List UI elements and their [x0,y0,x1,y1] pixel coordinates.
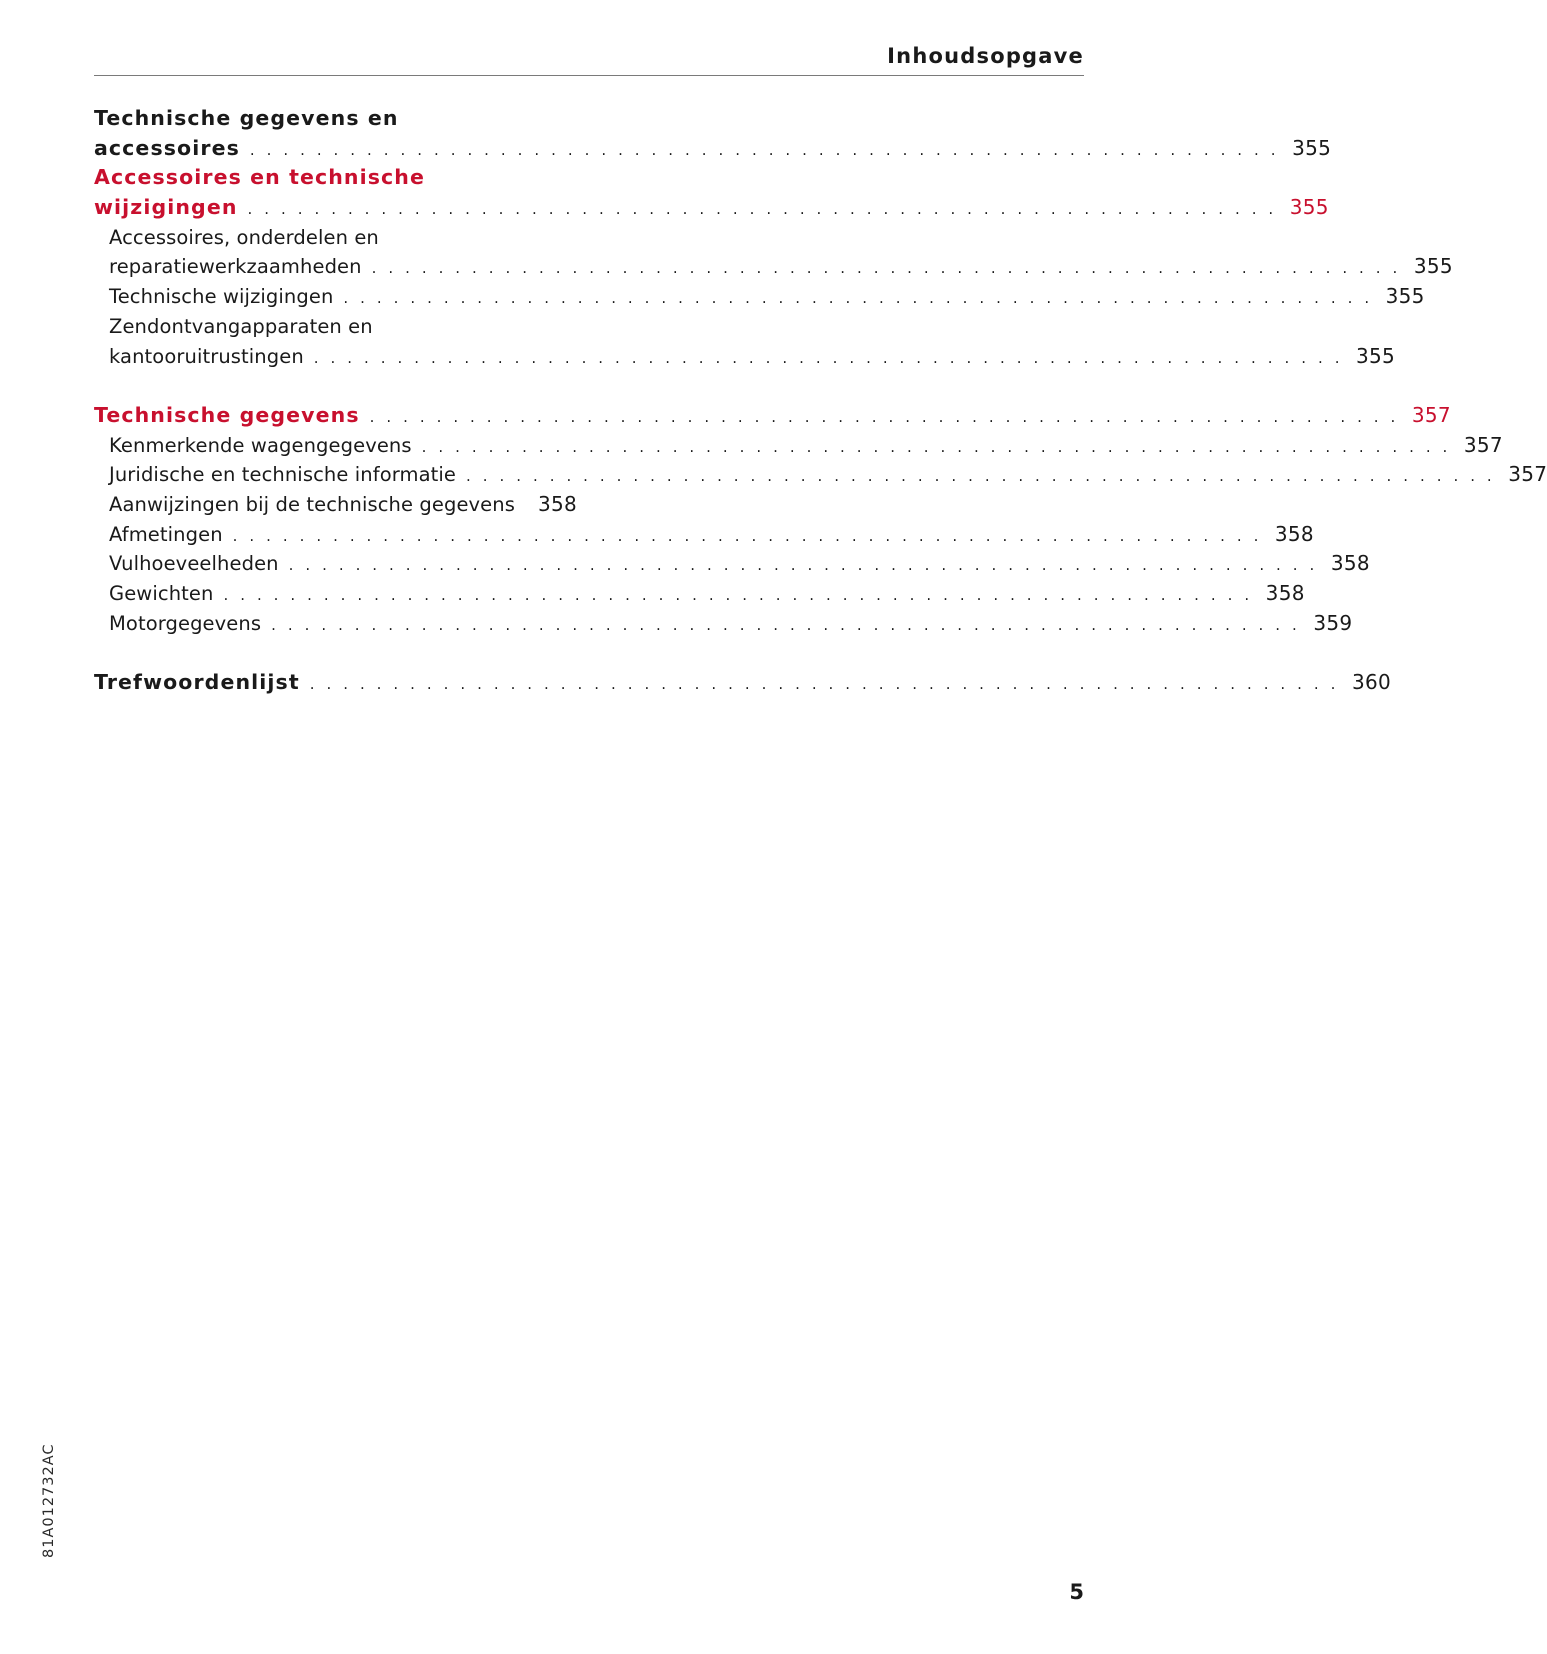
toc-entry-title: Juridische en technische informatie [109,463,457,487]
toc-page-number: 355 [1413,254,1453,279]
dot-leader [310,670,1339,700]
toc-entry[interactable] [94,460,1547,490]
page-header-title: Inhoudsopgave [887,44,1084,68]
toc-entry-title: Accessoires, onderdelen en [109,225,379,249]
toc-entry-line [109,490,578,520]
toc-entry-line [109,609,1353,639]
toc-entry-title: Zendontvangapparaten en [109,314,373,338]
toc-entry-title: reparatiewerkzaamheden [109,255,362,279]
toc-page-number: 355 [1356,343,1396,368]
toc-entry-line [94,401,1451,431]
toc-entry-line [94,193,1329,223]
toc-entry-line [109,252,1453,282]
toc-entry-line [109,431,1503,461]
toc-entry[interactable] [94,609,1353,639]
document-code: 81A012732AC [41,1443,57,1558]
toc-entry-line [94,134,1332,164]
toc-entry-line [94,104,569,134]
toc-entry-line [109,460,1547,490]
toc-entry[interactable] [94,401,1451,431]
dot-leader [314,344,1343,374]
dot-leader [370,403,1399,433]
toc-entry[interactable] [94,312,1396,371]
toc-entry-title: wijzigingen [94,195,238,220]
toc-entry[interactable] [94,282,1425,312]
toc-entry-title: Accessoires en technische [94,165,425,190]
table-of-contents [94,104,1547,698]
toc-entry[interactable] [94,163,1329,222]
toc-entry-title: Kenmerkende wagengegevens [109,433,412,457]
toc-entry-title: kantooruitrustingen [109,344,304,368]
toc-entry[interactable] [94,431,1503,461]
toc-page-number: 355 [1292,135,1332,160]
dot-leader [372,254,1401,284]
dot-leader [223,581,1252,611]
toc-entry-line [109,223,569,253]
toc-entry-line [109,312,569,342]
dot-leader [271,611,1300,641]
dot-leader [250,136,1279,166]
toc-entry-title: Afmetingen [109,522,223,546]
dot-leader [233,522,1262,552]
toc-entry-title: Gewichten [109,582,214,605]
toc-entry[interactable] [94,549,1370,579]
toc-entry-title: Technische gegevens [94,402,360,427]
toc-entry[interactable] [94,579,1305,609]
toc-entry-title: accessoires [94,135,240,160]
dot-leader [248,195,1277,225]
toc-page-number: 358 [1265,581,1305,605]
page-number: 5 [1069,1580,1084,1604]
toc-entry-line [109,282,1425,312]
toc-page-number: 357 [1411,402,1451,427]
toc-page-number: 355 [1385,284,1425,309]
toc-entry[interactable] [94,520,1314,550]
dot-leader [343,284,1372,314]
toc-entry-title: Technische wijzigingen [109,285,334,309]
toc-entry-title: Vulhoeveelheden [109,552,279,576]
header-divider [94,75,1084,76]
toc-entry-line [94,163,569,193]
toc-entry-title: Aanwijzingen bij de technische gegevens [109,492,516,516]
dot-leader [422,433,1451,463]
dot-leader [289,551,1318,581]
toc-page-number: 359 [1313,610,1353,635]
toc-entry[interactable] [94,104,1332,163]
toc-entry-title: Motorgegevens [109,611,262,635]
toc-entry-line [109,520,1314,550]
toc-page-number: 355 [1289,195,1329,220]
toc-page-number: 358 [537,491,578,516]
toc-entry-line [109,342,1396,372]
toc-entry-line [94,668,1392,698]
toc-page-number: 360 [1351,670,1392,695]
toc-page-number: 357 [1463,432,1503,457]
toc-page-number: 358 [1330,551,1370,576]
toc-entry-line [109,549,1370,579]
toc-entry-title: Trefwoordenlijst [94,670,300,695]
toc-entry[interactable] [94,490,578,520]
toc-entry-line [109,579,1305,609]
toc-entry-title: Technische gegevens en [94,106,399,130]
toc-entry[interactable] [94,223,1453,282]
toc-page-number: 358 [1274,521,1314,546]
toc-entry[interactable] [94,668,1392,698]
dot-leader [466,462,1495,492]
toc-page-number: 357 [1508,462,1547,487]
